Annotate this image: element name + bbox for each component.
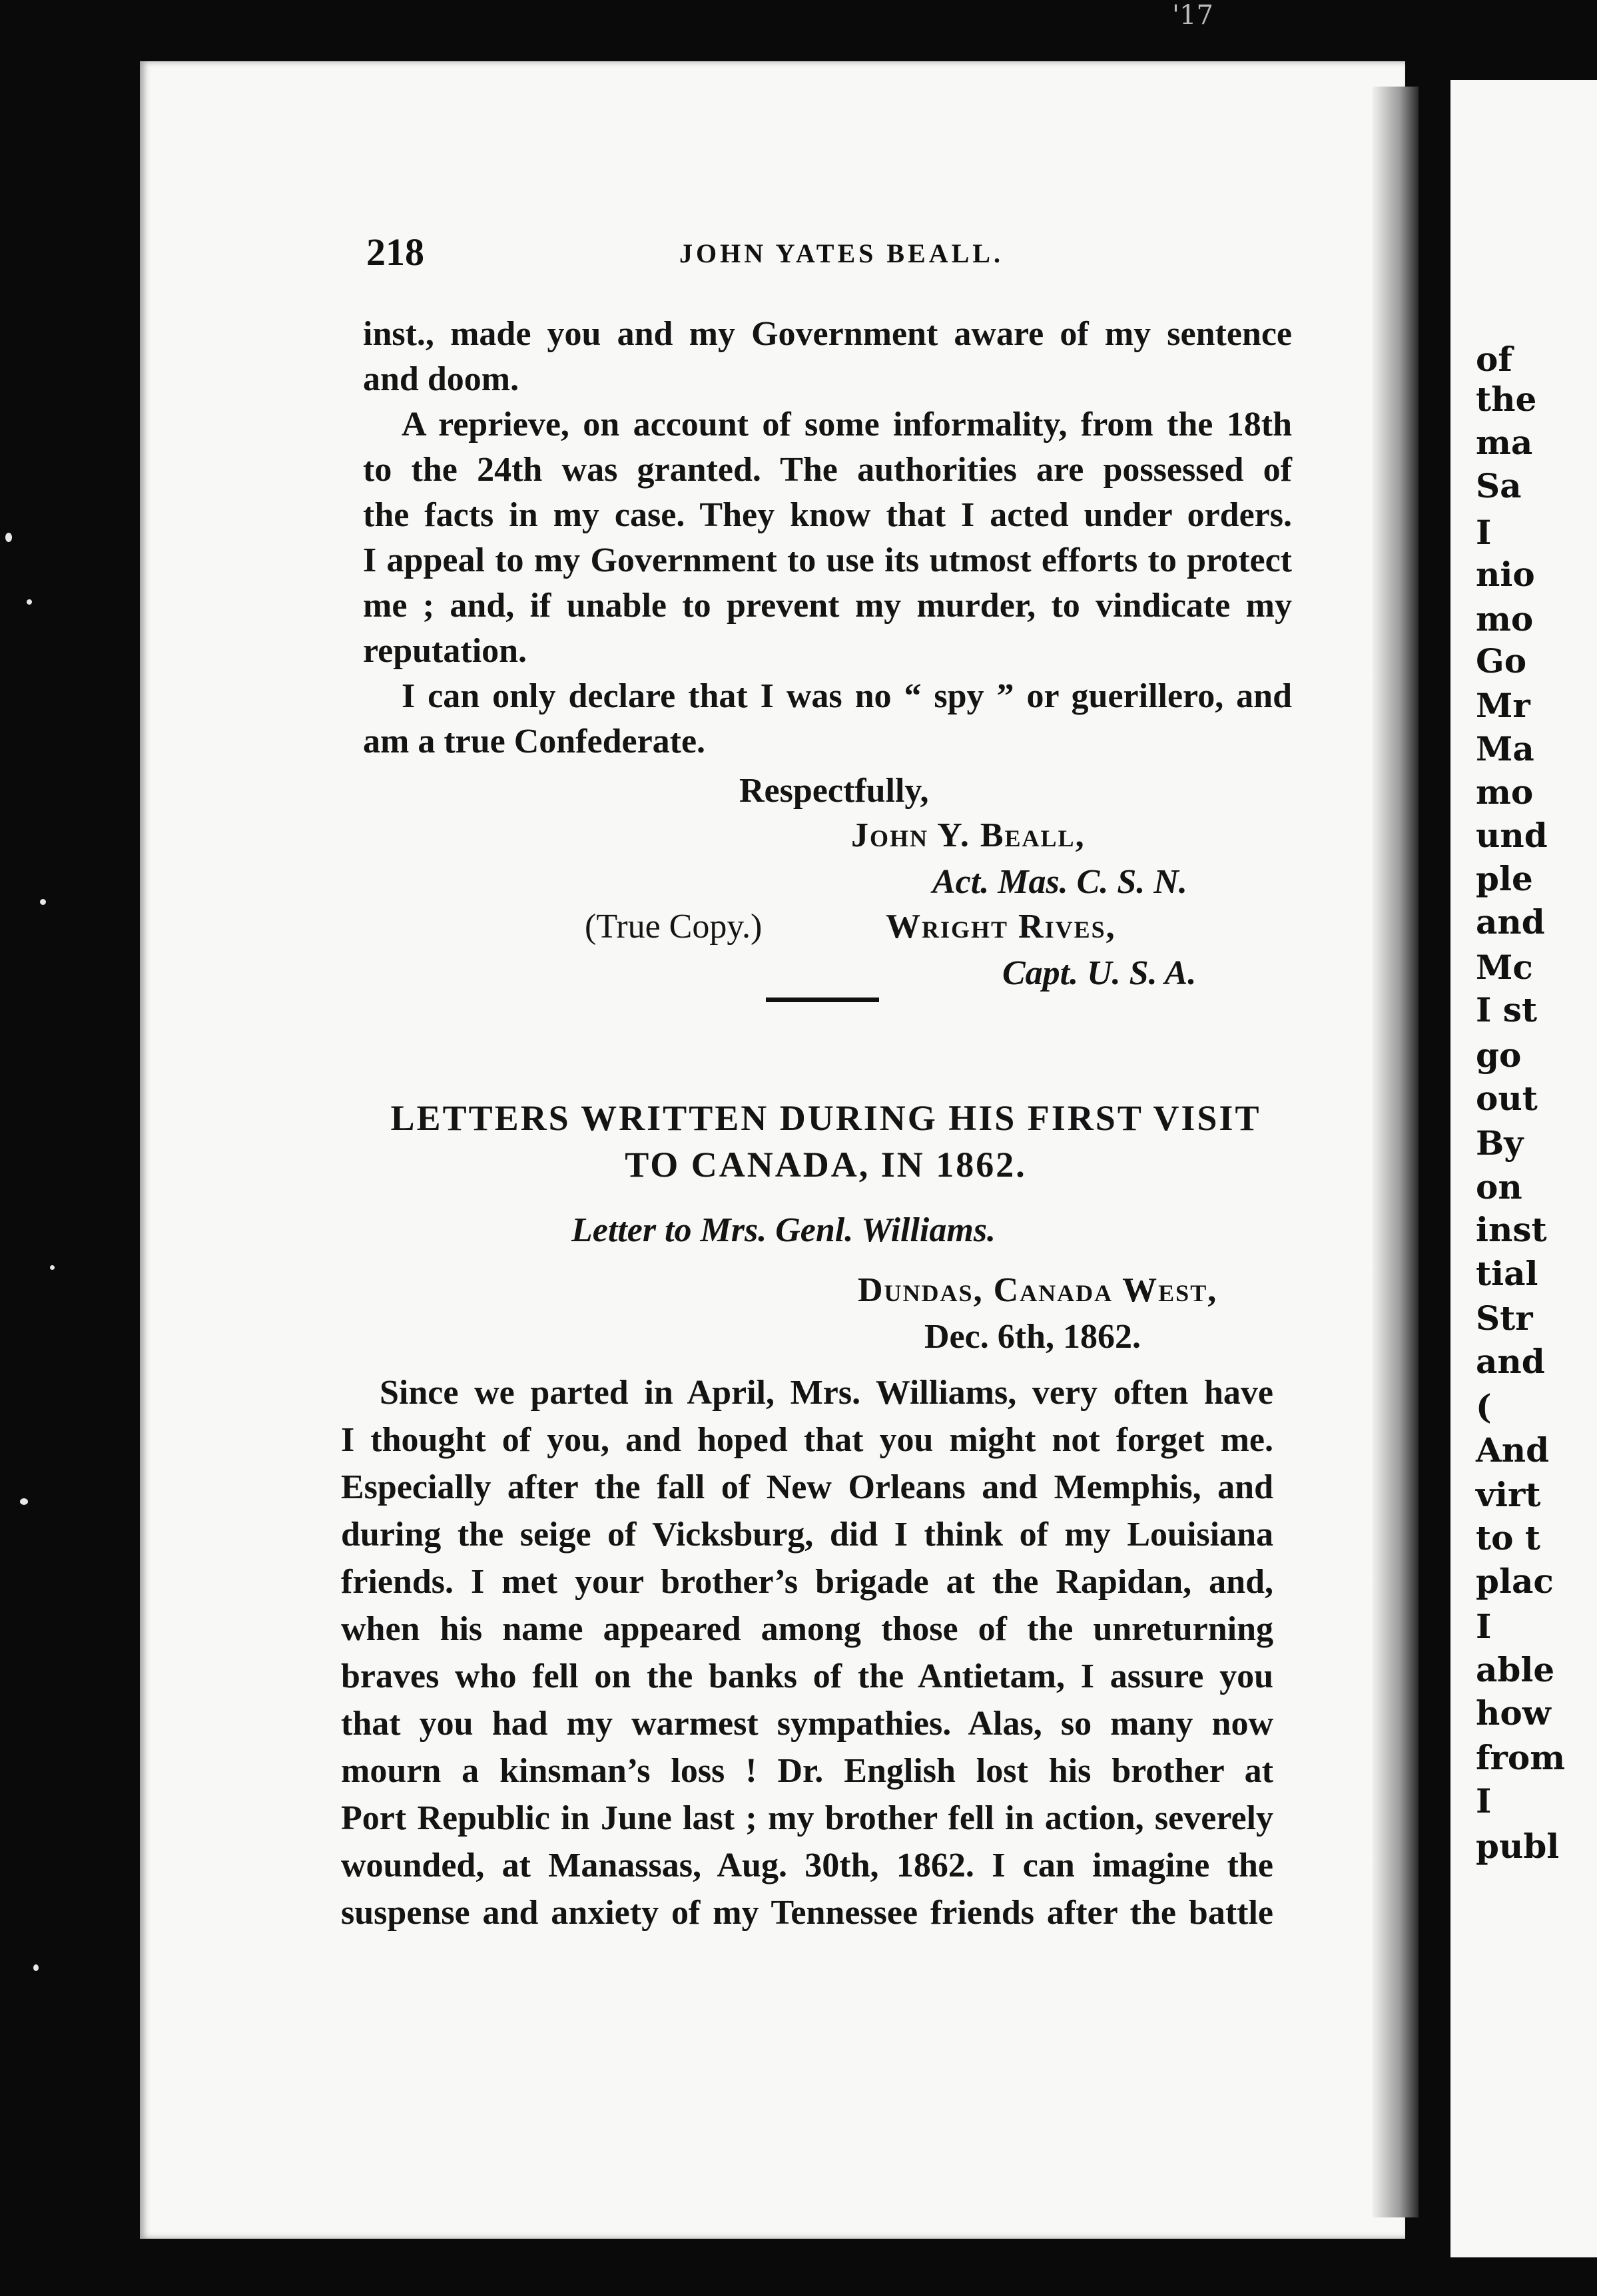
text-line: when his name appeared among those of the unreturning [341, 1610, 1273, 1648]
facing-page-fragment: from [1476, 1738, 1566, 1777]
facing-page-fragment: I st [1476, 990, 1538, 1029]
witness-title: Capt. U. S. A. [1002, 954, 1197, 992]
text-line: friends. I met your brother’s brigade at the Rapidan, and, [341, 1563, 1273, 1601]
text-line: mourn a kinsman’s loss ! Dr. English lost his brother at [341, 1752, 1273, 1790]
section-heading: LETTERS WRITTEN DURING HIS FIRST VISIT [390, 1098, 1261, 1138]
facing-page-fragment: ma [1476, 423, 1533, 462]
letter-date: Dec. 6th, 1862. [924, 1318, 1141, 1356]
facing-page-fragment: Mc [1476, 948, 1533, 987]
witness-name: Wright Rives, [886, 908, 1116, 946]
facing-page-fragment: on [1476, 1167, 1522, 1207]
film-speck [40, 899, 46, 905]
facing-page-fragment: plac [1476, 1562, 1554, 1601]
page-number: 218 [366, 230, 424, 274]
text-line: wounded, at Manassas, Aug. 30th, 1862. I can imagine the [341, 1847, 1273, 1884]
text-line: the facts in my case. They know that I acted under orders. [363, 496, 1292, 534]
facing-page-fragment: Mr [1476, 686, 1530, 725]
text-line: Port Republic in June last ; my brother fell in action, severely [341, 1799, 1273, 1837]
film-top-mark: '17 [1172, 0, 1213, 31]
true-copy-note: (True Copy.) [585, 908, 763, 946]
facing-page-fragment: ( [1476, 1387, 1492, 1426]
page-header [366, 230, 1299, 283]
facing-page-fragment: mo [1476, 599, 1534, 639]
facing-page-fragment: and [1476, 1342, 1545, 1381]
facing-page-fragment: of [1476, 340, 1512, 379]
text-line: suspense and anxiety of my Tennessee friends after the battle [341, 1894, 1273, 1932]
text-line: A reprieve, on account of some informality, from the 18th [402, 406, 1292, 443]
signer-title: Act. Mas. C. S. N. [932, 863, 1187, 901]
text-line: to the 24th was granted. The authorities are possessed of [363, 451, 1292, 489]
facing-page-fragment: I [1476, 1607, 1492, 1646]
film-speck [33, 1964, 39, 1971]
text-line: and doom. [363, 360, 519, 398]
signer-name: John Y. Beall, [851, 816, 1086, 854]
film-speck [50, 1265, 55, 1270]
letter-one-body [363, 312, 1292, 764]
facing-page-fragment: Sa [1476, 466, 1522, 505]
film-speck [27, 599, 32, 605]
facing-page-fragment: how [1476, 1693, 1551, 1733]
facing-page-fragment: the [1476, 380, 1537, 419]
gutter-shadow [1372, 87, 1419, 2217]
text-line: I can only declare that I was no “ spy ” or guerillero, and [402, 677, 1292, 715]
facing-page-fragment: nio [1476, 555, 1535, 594]
film-speck [20, 1498, 28, 1505]
text-line: me ; and, if unable to prevent my murder, to vindicate my [363, 587, 1292, 625]
facing-page-fragment: Str [1476, 1298, 1533, 1338]
facing-page-fragment: Go [1476, 641, 1527, 681]
facing-page-fragment: Ma [1476, 729, 1534, 768]
text-line: braves who fell on the banks of the Antietam, I assure you [341, 1657, 1273, 1695]
section-divider [766, 998, 879, 1002]
facing-page [1450, 80, 1597, 2257]
text-line: reputation. [363, 632, 527, 670]
facing-page-fragment: able [1476, 1650, 1555, 1689]
facing-page-fragment: and [1476, 902, 1545, 942]
facing-page-fragment: tial [1476, 1254, 1538, 1293]
text-line: am a true Confederate. [363, 722, 706, 760]
facing-page-fragment: virt [1476, 1475, 1541, 1514]
text-line: that you had my warmest sympathies. Alas, so many now [341, 1705, 1273, 1743]
closing-respectfully: Respectfully, [739, 772, 929, 810]
facing-page-fragment: I [1476, 1781, 1492, 1821]
facing-page-fragment: By [1476, 1123, 1524, 1163]
facing-page-fragment: ple [1476, 859, 1533, 898]
facing-page-fragment: publ [1476, 1827, 1560, 1866]
letter-subtitle: Letter to Mrs. Genl. Williams. [571, 1211, 996, 1249]
facing-page-fragment: mo [1476, 772, 1534, 812]
letter-two-body [341, 1369, 1273, 1936]
text-line: Especially after the fall of New Orleans and Memphis, and [341, 1468, 1273, 1506]
letter-place: Dundas, Canada West, [858, 1271, 1218, 1309]
facing-page-fragment: go [1476, 1035, 1522, 1075]
facing-page-fragment: And [1476, 1430, 1550, 1470]
facing-page-fragment: inst [1476, 1210, 1547, 1249]
section-heading-cont: TO CANADA, IN 1862. [625, 1145, 1027, 1185]
running-head: JOHN YATES BEALL. [679, 238, 1004, 268]
text-line: during the seige of Vicksburg, did I think of my Louisiana [341, 1516, 1273, 1554]
facing-page-fragment: to t [1476, 1518, 1540, 1558]
facing-page-fragment: und [1476, 816, 1548, 855]
text-line: inst., made you and my Government aware of my sentence [363, 315, 1292, 353]
facing-page-fragment: I [1476, 513, 1492, 552]
film-speck [5, 533, 12, 542]
text-line: I thought of you, and hoped that you might not forget me. [341, 1421, 1273, 1459]
text-line: I appeal to my Government to use its utmost efforts to protect [363, 541, 1292, 579]
text-line: Since we parted in April, Mrs. Williams, very often have [380, 1374, 1273, 1412]
facing-page-fragment: out [1476, 1079, 1538, 1118]
